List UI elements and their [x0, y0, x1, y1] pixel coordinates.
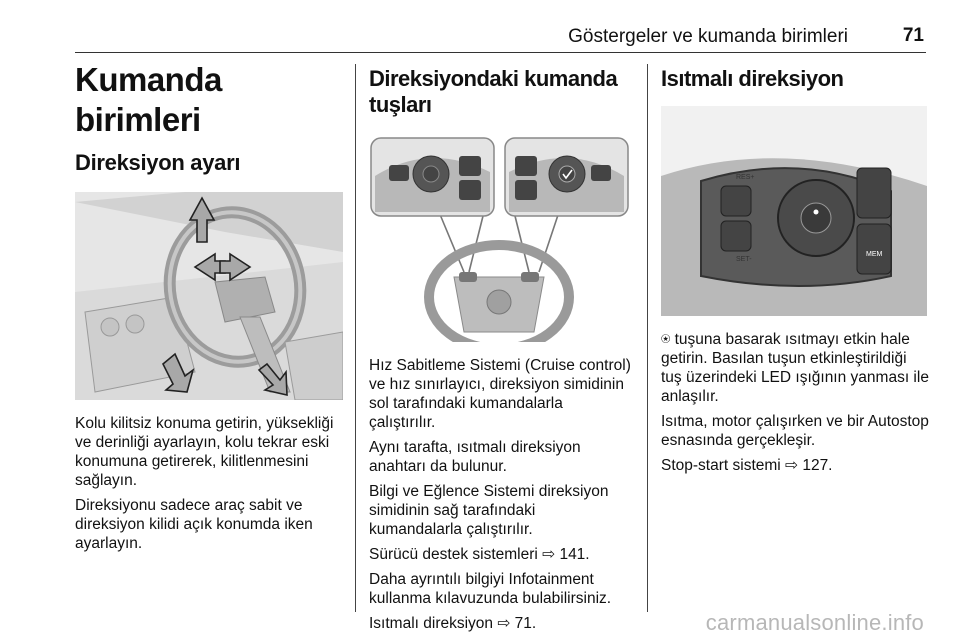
paragraph: Stop-start sistemi ⇨ 127. — [661, 457, 833, 474]
page-header — [75, 22, 926, 53]
section-heading: Direksiyondaki kumanda tuşları — [369, 66, 618, 117]
column-steering-adjust — [75, 60, 343, 553]
steering-controls-illustration — [369, 132, 632, 342]
column-heated-steering — [661, 60, 929, 475]
paragraph: Isıtmalı direksiyon ⇨ 71. — [369, 615, 537, 632]
paragraph: Bilgi ve Eğlence Sistemi direksiyon simidinin sağ tarafındaki kumandalarla çalıştırılır. — [369, 483, 609, 538]
section-heading: Isıtmalı direksiyon — [661, 66, 844, 91]
heated-steering-illustration — [661, 106, 927, 316]
column-divider — [647, 64, 648, 612]
subsection-heading: Direksiyon ayarı — [75, 150, 241, 175]
page-number: 71 — [902, 25, 924, 46]
column-divider — [355, 64, 356, 612]
paragraph: Direksiyonu sadece araç sabit ve direksiyon kilidi açık konumda iken ayarlayın. — [75, 497, 313, 552]
svg-text:MEM: MEM — [866, 251, 883, 258]
paragraph: Isıtma, motor çalışırken ve bir Autostop esnasında gerçekleşir. — [661, 413, 929, 449]
paragraph: ⍟ tuşuna basarak ısıtmayı etkin hale getirin. Basılan tuşun etkinleştirildiği tuş üzerindeki LED ışığının yanması ile anlaşılır. — [661, 331, 929, 405]
paragraph: Aynı tarafta, ısıtmalı direksiyon anahtarı da bulunur. — [369, 439, 581, 475]
chapter-title: Göstergeler ve kumanda birimleri — [568, 26, 848, 47]
section-heading: Kumanda birimleri — [75, 61, 222, 138]
column-steering-controls — [369, 60, 631, 633]
svg-text:SET-: SET- — [736, 256, 752, 263]
svg-text:RES+: RES+ — [736, 174, 755, 181]
paragraph: Sürücü destek sistemleri ⇨ 141. — [369, 546, 590, 563]
paragraph: Hız Sabitleme Sistemi (Cruise control) ve hız sınırlayıcı, direksiyon simidinin sol tarafındaki kumandalarla çalıştırılır. — [369, 357, 631, 431]
paragraph: Daha ayrıntılı bilgiyi Infotainment kullanma kılavuzunda bulabilirsiniz. — [369, 571, 612, 607]
paragraph: Kolu kilitsiz konuma getirin, yüksekliği ve derinliği ayarlayın, kolu tekrar eski konumuna getirerek, kilitlenmesini sağlayın. — [75, 415, 334, 489]
watermark: carmanualsonline.info — [705, 610, 924, 635]
steering-adjust-illustration — [75, 192, 343, 400]
